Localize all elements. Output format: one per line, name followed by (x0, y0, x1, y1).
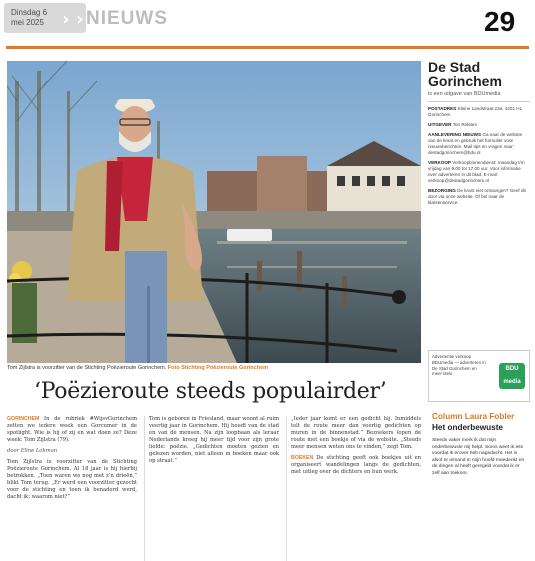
colophon-item (428, 106, 530, 118)
colophon-text: Ton Reklam (452, 122, 477, 127)
dateline-kicker: GORINCHEM (7, 416, 40, 422)
colophon-item (428, 188, 530, 206)
ad-text: Advertentie verkoop BDUmedia — adverteren in De Stad Gorinchem en meer titels (432, 354, 486, 377)
column-divider (286, 416, 287, 561)
chevron-right-icon: › (76, 9, 84, 30)
header-rule (6, 46, 529, 49)
page-number: 29 (484, 6, 516, 37)
bdu-media-logo: BDU media (499, 363, 525, 389)
article-photo (7, 61, 421, 363)
colophon-item (428, 160, 530, 184)
article-column-1 (7, 416, 137, 501)
logo-line-1: De Stad (428, 59, 481, 75)
newspaper-logo (428, 60, 530, 88)
chevron-right-icon: › (62, 9, 70, 30)
colophon-label: VERKOOP (428, 160, 451, 165)
logo-line-2: Gorinchem (428, 73, 502, 89)
article-paragraph: Tom Zijlstra is voorzitter van de Stichting Poëzieroute Gorinchem. Al 18 jaar is hij hierbij betrokken. „Toen waren we nog met z’n drieën,” blikt Tom terug. „Er werd een voorzitter gezocht voor de stichting en toen ik benaderd werd, dacht ik: waarom niet?” (7, 459, 137, 500)
photo-illustration (7, 61, 421, 363)
colophon-label: UITGEVER (428, 122, 452, 127)
caption-text: Tom Zijlstra is voorzitter van de Stichting Poëzieroute Gorinchem. (7, 365, 167, 371)
article-paragraph-text: De stichting geeft ook boekjes uit en organiseert wandelingen langs de gedichten, met uitleg over de dichters en hun werk. (291, 455, 421, 475)
date-line-1: Dinsdag 6 (11, 8, 48, 17)
column-divider (144, 416, 145, 561)
column-text: Steeds vaker merk ik dat mijn onderbewuste mij helpt. Soms weet ik iets voordat ik erover heb nagedacht. Het is alsof er iemand in mijn hoofd meedenkt en de dingen al heeft geregeld voordat ik er zelf aan toekom. (432, 438, 525, 476)
page-header (0, 0, 535, 44)
colophon-item (428, 122, 530, 128)
article-byline: door Eline Lohman (7, 448, 58, 454)
advertisement-box[interactable] (428, 350, 530, 402)
article-paragraph-2 (291, 455, 421, 476)
colophon-text: Ga naar de website van de krant en gebruik het formulier voor nieuwsberichten. Mail tips en vragen naar: destadgorinchem@bdu.nl (428, 132, 523, 155)
date-line-2: mei 2025 (11, 18, 44, 27)
colophon-text: De krant niet ontvangen? Geef dit door via onze website. Of bel naar de klantenservice. (428, 188, 526, 205)
divider (428, 101, 530, 102)
colophon-text: Kleine Landstraat 23a, 4201 HL Gorinchem (428, 106, 522, 117)
colophon-label: BEZORGING (428, 188, 456, 193)
article-column-2 (149, 416, 279, 465)
column-title: Het onderbewuste (432, 423, 503, 432)
article-headline: ‘Poëzieroute steeds populairder’ (34, 379, 387, 404)
colophon-label: AANLEVERING NIEUWS (428, 132, 482, 137)
colophon-item (428, 132, 530, 156)
subsection-kicker: BOEKEN (291, 455, 314, 461)
colophon (428, 106, 530, 206)
colophon-label: POSTADRES (428, 106, 457, 111)
article-paragraph: Tom is geboren in Friesland, maar woont al ruim veertig jaar in Gorinchem. Hij houdt van de stad en van de mensen. Na zijn loopbaan als leraar Nederlands kreeg hij meer tijd voor zijn grote liefde: poëzie. „Gedichten moeten gezien en gelezen worden, niet alleen in boeken maar ook op straat.” (149, 416, 279, 464)
article-column-3 (291, 416, 421, 476)
photo-caption (7, 365, 427, 371)
masthead-sidebar (428, 60, 530, 210)
date-badge (4, 3, 86, 33)
article-paragraph: „Ieder jaar komt er een gedicht bij. Inmiddels telt de route meer dan veertig gedichten op muren in de binnenstad.” Bezoekers lopen de route met een boekje of via de website. „Steeds meer mensen weten ons te vinden,” zegt Tom. (291, 416, 421, 450)
colophon-text: Verkoopbinnendienst: maandag t/m vrijdag van 9.00 tot 17.00 uur. Voor informatie over adverteren in dit blad. E-mail: verkoop@destadgorinchem.nl (428, 160, 525, 183)
publisher-tagline: is een uitgave van BDUmedia (428, 91, 501, 97)
caption-credit: Foto Stichting Poëzieroute Gorinchem (167, 365, 269, 371)
article-body (7, 416, 423, 561)
article-intro: In de rubriek #WijsvGorinchem zetten we iedere week een Gorcumer in de spotlight. Wie is hij of zij en wat doen ze? Deze week: Tom Zijlstra (79). (7, 416, 138, 443)
column-label: Column Laura Fobler (432, 412, 515, 421)
section-title: NIEUWS (86, 8, 168, 29)
